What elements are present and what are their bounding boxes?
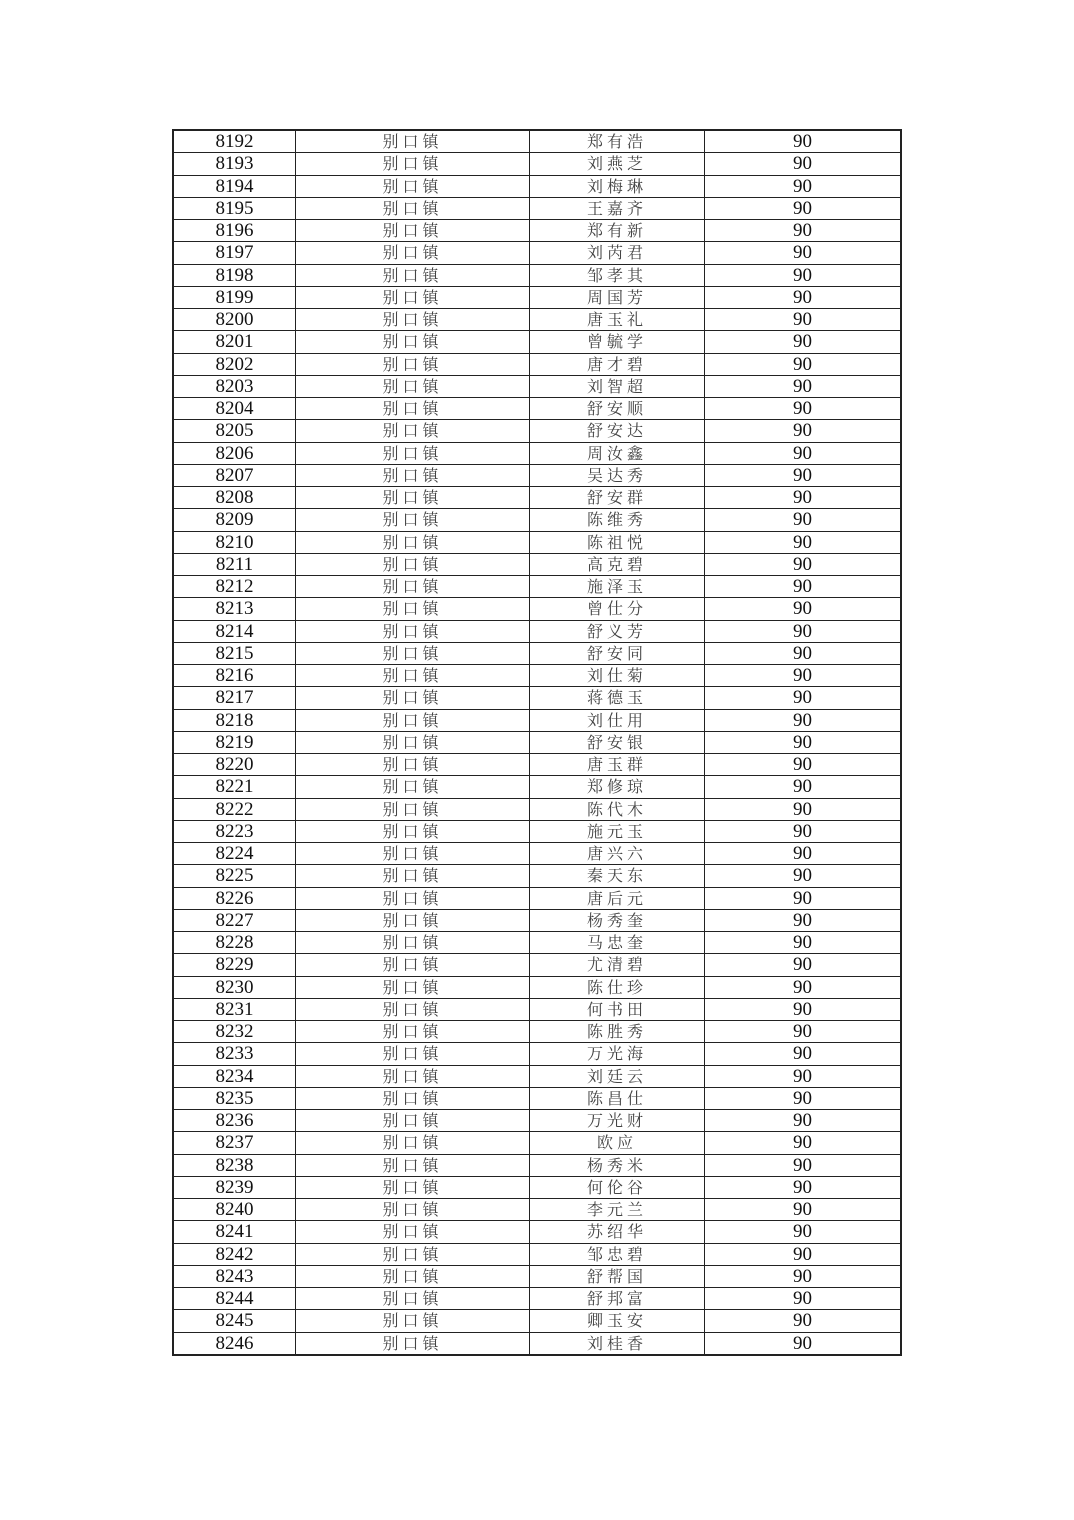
town-cell: 别口镇 bbox=[296, 509, 530, 531]
town-cell: 别口镇 bbox=[296, 1043, 530, 1065]
town-cell: 别口镇 bbox=[296, 531, 530, 553]
table-row bbox=[173, 1087, 901, 1109]
name-cell: 刘廷云 bbox=[530, 1065, 705, 1087]
amount-cell: 90 bbox=[705, 1132, 902, 1154]
amount-cell: 90 bbox=[705, 264, 902, 286]
name-cell: 舒邦富 bbox=[530, 1288, 705, 1310]
table-row bbox=[173, 1310, 901, 1332]
amount-cell: 90 bbox=[705, 153, 902, 175]
name-cell: 舒义芳 bbox=[530, 620, 705, 642]
row-number-cell: 8196 bbox=[173, 220, 296, 242]
amount-cell: 90 bbox=[705, 1265, 902, 1287]
amount-cell: 90 bbox=[705, 1154, 902, 1176]
row-number-cell: 8231 bbox=[173, 998, 296, 1020]
row-number-cell: 8221 bbox=[173, 776, 296, 798]
table-row bbox=[173, 1199, 901, 1221]
town-cell: 别口镇 bbox=[296, 665, 530, 687]
name-cell: 周国芳 bbox=[530, 286, 705, 308]
town-cell: 别口镇 bbox=[296, 754, 530, 776]
table-row bbox=[173, 776, 901, 798]
name-cell: 唐玉礼 bbox=[530, 309, 705, 331]
row-number-cell: 8233 bbox=[173, 1043, 296, 1065]
table-row bbox=[173, 242, 901, 264]
name-cell: 杨秀奎 bbox=[530, 909, 705, 931]
name-cell: 刘仕菊 bbox=[530, 665, 705, 687]
town-cell: 别口镇 bbox=[296, 954, 530, 976]
row-number-cell: 8226 bbox=[173, 887, 296, 909]
table-row bbox=[173, 1243, 901, 1265]
row-number-cell: 8210 bbox=[173, 531, 296, 553]
amount-cell: 90 bbox=[705, 887, 902, 909]
name-cell: 舒安群 bbox=[530, 487, 705, 509]
name-cell: 舒帮国 bbox=[530, 1265, 705, 1287]
row-number-cell: 8229 bbox=[173, 954, 296, 976]
table-row bbox=[173, 464, 901, 486]
name-cell: 陈代木 bbox=[530, 798, 705, 820]
name-cell: 吴达秀 bbox=[530, 464, 705, 486]
town-cell: 别口镇 bbox=[296, 130, 530, 153]
table-row bbox=[173, 1110, 901, 1132]
row-number-cell: 8240 bbox=[173, 1199, 296, 1221]
town-cell: 别口镇 bbox=[296, 798, 530, 820]
town-cell: 别口镇 bbox=[296, 598, 530, 620]
table-row bbox=[173, 665, 901, 687]
town-cell: 别口镇 bbox=[296, 375, 530, 397]
name-cell: 邹孝其 bbox=[530, 264, 705, 286]
row-number-cell: 8204 bbox=[173, 398, 296, 420]
town-cell: 别口镇 bbox=[296, 309, 530, 331]
row-number-cell: 8219 bbox=[173, 731, 296, 753]
name-cell: 万光海 bbox=[530, 1043, 705, 1065]
amount-cell: 90 bbox=[705, 820, 902, 842]
table-row bbox=[173, 309, 901, 331]
town-cell: 别口镇 bbox=[296, 976, 530, 998]
row-number-cell: 8207 bbox=[173, 464, 296, 486]
row-number-cell: 8203 bbox=[173, 375, 296, 397]
row-number-cell: 8232 bbox=[173, 1021, 296, 1043]
name-cell: 何伦谷 bbox=[530, 1176, 705, 1198]
amount-cell: 90 bbox=[705, 442, 902, 464]
row-number-cell: 8217 bbox=[173, 687, 296, 709]
table-row bbox=[173, 687, 901, 709]
amount-cell: 90 bbox=[705, 598, 902, 620]
row-number-cell: 8238 bbox=[173, 1154, 296, 1176]
town-cell: 别口镇 bbox=[296, 1087, 530, 1109]
table-row bbox=[173, 353, 901, 375]
amount-cell: 90 bbox=[705, 976, 902, 998]
town-cell: 别口镇 bbox=[296, 1199, 530, 1221]
town-cell: 别口镇 bbox=[296, 1310, 530, 1332]
amount-cell: 90 bbox=[705, 1021, 902, 1043]
town-cell: 别口镇 bbox=[296, 1288, 530, 1310]
town-cell: 别口镇 bbox=[296, 909, 530, 931]
amount-cell: 90 bbox=[705, 998, 902, 1020]
row-number-cell: 8205 bbox=[173, 420, 296, 442]
amount-cell: 90 bbox=[705, 798, 902, 820]
amount-cell: 90 bbox=[705, 1176, 902, 1198]
name-cell: 唐后元 bbox=[530, 887, 705, 909]
table-row bbox=[173, 1265, 901, 1287]
amount-cell: 90 bbox=[705, 1332, 902, 1355]
table-row bbox=[173, 1176, 901, 1198]
amount-cell: 90 bbox=[705, 776, 902, 798]
table-row bbox=[173, 998, 901, 1020]
name-cell: 刘桂香 bbox=[530, 1332, 705, 1355]
name-cell: 刘梅琳 bbox=[530, 175, 705, 197]
town-cell: 别口镇 bbox=[296, 709, 530, 731]
row-number-cell: 8212 bbox=[173, 576, 296, 598]
amount-cell: 90 bbox=[705, 576, 902, 598]
row-number-cell: 8193 bbox=[173, 153, 296, 175]
amount-cell: 90 bbox=[705, 375, 902, 397]
row-number-cell: 8239 bbox=[173, 1176, 296, 1198]
table-row bbox=[173, 1132, 901, 1154]
name-cell: 施元玉 bbox=[530, 820, 705, 842]
town-cell: 别口镇 bbox=[296, 1332, 530, 1355]
table-row bbox=[173, 442, 901, 464]
table-row bbox=[173, 197, 901, 219]
table-row bbox=[173, 820, 901, 842]
name-cell: 舒安顺 bbox=[530, 398, 705, 420]
table-body bbox=[173, 130, 901, 1355]
table-row bbox=[173, 264, 901, 286]
table-row bbox=[173, 932, 901, 954]
name-cell: 陈仕珍 bbox=[530, 976, 705, 998]
amount-cell: 90 bbox=[705, 353, 902, 375]
amount-cell: 90 bbox=[705, 932, 902, 954]
amount-cell: 90 bbox=[705, 665, 902, 687]
row-number-cell: 8245 bbox=[173, 1310, 296, 1332]
table-row bbox=[173, 754, 901, 776]
table-row bbox=[173, 553, 901, 575]
table-row bbox=[173, 1332, 901, 1355]
town-cell: 别口镇 bbox=[296, 553, 530, 575]
town-cell: 别口镇 bbox=[296, 731, 530, 753]
amount-cell: 90 bbox=[705, 1199, 902, 1221]
name-cell: 陈胜秀 bbox=[530, 1021, 705, 1043]
name-cell: 何书田 bbox=[530, 998, 705, 1020]
row-number-cell: 8223 bbox=[173, 820, 296, 842]
town-cell: 别口镇 bbox=[296, 264, 530, 286]
row-number-cell: 8242 bbox=[173, 1243, 296, 1265]
name-cell: 舒安同 bbox=[530, 642, 705, 664]
amount-cell: 90 bbox=[705, 709, 902, 731]
town-cell: 别口镇 bbox=[296, 620, 530, 642]
name-cell: 苏绍华 bbox=[530, 1221, 705, 1243]
table-row bbox=[173, 1221, 901, 1243]
row-number-cell: 8244 bbox=[173, 1288, 296, 1310]
name-cell: 王嘉齐 bbox=[530, 197, 705, 219]
town-cell: 别口镇 bbox=[296, 1265, 530, 1287]
row-number-cell: 8227 bbox=[173, 909, 296, 931]
town-cell: 别口镇 bbox=[296, 331, 530, 353]
town-cell: 别口镇 bbox=[296, 353, 530, 375]
row-number-cell: 8246 bbox=[173, 1332, 296, 1355]
amount-cell: 90 bbox=[705, 954, 902, 976]
table-row bbox=[173, 954, 901, 976]
amount-cell: 90 bbox=[705, 687, 902, 709]
town-cell: 别口镇 bbox=[296, 1221, 530, 1243]
town-cell: 别口镇 bbox=[296, 175, 530, 197]
town-cell: 别口镇 bbox=[296, 843, 530, 865]
name-cell: 刘智超 bbox=[530, 375, 705, 397]
table-row bbox=[173, 843, 901, 865]
amount-cell: 90 bbox=[705, 865, 902, 887]
table-row bbox=[173, 642, 901, 664]
name-cell: 唐玉群 bbox=[530, 754, 705, 776]
table-row bbox=[173, 598, 901, 620]
name-cell: 郑修琼 bbox=[530, 776, 705, 798]
amount-cell: 90 bbox=[705, 642, 902, 664]
town-cell: 别口镇 bbox=[296, 153, 530, 175]
town-cell: 别口镇 bbox=[296, 1154, 530, 1176]
amount-cell: 90 bbox=[705, 754, 902, 776]
amount-cell: 90 bbox=[705, 1288, 902, 1310]
name-cell: 舒安达 bbox=[530, 420, 705, 442]
table-row bbox=[173, 798, 901, 820]
town-cell: 别口镇 bbox=[296, 932, 530, 954]
amount-cell: 90 bbox=[705, 1087, 902, 1109]
amount-cell: 90 bbox=[705, 1065, 902, 1087]
town-cell: 别口镇 bbox=[296, 420, 530, 442]
town-cell: 别口镇 bbox=[296, 687, 530, 709]
amount-cell: 90 bbox=[705, 1243, 902, 1265]
table-row bbox=[173, 375, 901, 397]
table-row bbox=[173, 220, 901, 242]
row-number-cell: 8220 bbox=[173, 754, 296, 776]
table-row bbox=[173, 331, 901, 353]
table-row bbox=[173, 130, 901, 153]
town-cell: 别口镇 bbox=[296, 576, 530, 598]
town-cell: 别口镇 bbox=[296, 887, 530, 909]
name-cell: 陈昌仕 bbox=[530, 1087, 705, 1109]
row-number-cell: 8234 bbox=[173, 1065, 296, 1087]
town-cell: 别口镇 bbox=[296, 487, 530, 509]
table-row bbox=[173, 1065, 901, 1087]
row-number-cell: 8215 bbox=[173, 642, 296, 664]
town-cell: 别口镇 bbox=[296, 1110, 530, 1132]
row-number-cell: 8197 bbox=[173, 242, 296, 264]
amount-cell: 90 bbox=[705, 130, 902, 153]
row-number-cell: 8206 bbox=[173, 442, 296, 464]
row-number-cell: 8202 bbox=[173, 353, 296, 375]
amount-cell: 90 bbox=[705, 420, 902, 442]
table-row bbox=[173, 576, 901, 598]
name-cell: 蒋德玉 bbox=[530, 687, 705, 709]
town-cell: 别口镇 bbox=[296, 865, 530, 887]
table-row bbox=[173, 531, 901, 553]
amount-cell: 90 bbox=[705, 309, 902, 331]
town-cell: 别口镇 bbox=[296, 197, 530, 219]
row-number-cell: 8201 bbox=[173, 331, 296, 353]
name-cell: 高克碧 bbox=[530, 553, 705, 575]
town-cell: 别口镇 bbox=[296, 286, 530, 308]
name-cell: 郑有浩 bbox=[530, 130, 705, 153]
name-cell: 舒安银 bbox=[530, 731, 705, 753]
row-number-cell: 8192 bbox=[173, 130, 296, 153]
name-cell: 卿玉安 bbox=[530, 1310, 705, 1332]
name-cell: 陈祖悦 bbox=[530, 531, 705, 553]
table-row bbox=[173, 420, 901, 442]
table-row bbox=[173, 887, 901, 909]
amount-cell: 90 bbox=[705, 242, 902, 264]
row-number-cell: 8230 bbox=[173, 976, 296, 998]
name-cell: 曾毓学 bbox=[530, 331, 705, 353]
amount-cell: 90 bbox=[705, 620, 902, 642]
name-cell: 刘仕用 bbox=[530, 709, 705, 731]
table-row bbox=[173, 153, 901, 175]
row-number-cell: 8218 bbox=[173, 709, 296, 731]
name-cell: 郑有新 bbox=[530, 220, 705, 242]
amount-cell: 90 bbox=[705, 1310, 902, 1332]
table-row bbox=[173, 175, 901, 197]
row-number-cell: 8236 bbox=[173, 1110, 296, 1132]
name-cell: 秦天东 bbox=[530, 865, 705, 887]
town-cell: 别口镇 bbox=[296, 1176, 530, 1198]
town-cell: 别口镇 bbox=[296, 464, 530, 486]
row-number-cell: 8213 bbox=[173, 598, 296, 620]
table-row bbox=[173, 1154, 901, 1176]
row-number-cell: 8208 bbox=[173, 487, 296, 509]
amount-cell: 90 bbox=[705, 487, 902, 509]
table-row bbox=[173, 976, 901, 998]
amount-cell: 90 bbox=[705, 398, 902, 420]
table-row bbox=[173, 1021, 901, 1043]
name-cell: 邹忠碧 bbox=[530, 1243, 705, 1265]
data-table bbox=[172, 129, 902, 1356]
town-cell: 别口镇 bbox=[296, 1243, 530, 1265]
name-cell: 刘芮君 bbox=[530, 242, 705, 264]
row-number-cell: 8237 bbox=[173, 1132, 296, 1154]
amount-cell: 90 bbox=[705, 531, 902, 553]
table-row bbox=[173, 909, 901, 931]
town-cell: 别口镇 bbox=[296, 398, 530, 420]
town-cell: 别口镇 bbox=[296, 242, 530, 264]
row-number-cell: 8228 bbox=[173, 932, 296, 954]
amount-cell: 90 bbox=[705, 175, 902, 197]
table-row bbox=[173, 398, 901, 420]
amount-cell: 90 bbox=[705, 220, 902, 242]
name-cell: 周汝鑫 bbox=[530, 442, 705, 464]
row-number-cell: 8222 bbox=[173, 798, 296, 820]
table-row bbox=[173, 709, 901, 731]
town-cell: 别口镇 bbox=[296, 220, 530, 242]
table-row bbox=[173, 865, 901, 887]
town-cell: 别口镇 bbox=[296, 1021, 530, 1043]
row-number-cell: 8243 bbox=[173, 1265, 296, 1287]
row-number-cell: 8224 bbox=[173, 843, 296, 865]
town-cell: 别口镇 bbox=[296, 1132, 530, 1154]
town-cell: 别口镇 bbox=[296, 642, 530, 664]
table-row bbox=[173, 286, 901, 308]
amount-cell: 90 bbox=[705, 286, 902, 308]
amount-cell: 90 bbox=[705, 843, 902, 865]
row-number-cell: 8198 bbox=[173, 264, 296, 286]
row-number-cell: 8241 bbox=[173, 1221, 296, 1243]
amount-cell: 90 bbox=[705, 197, 902, 219]
name-cell: 尤清碧 bbox=[530, 954, 705, 976]
amount-cell: 90 bbox=[705, 553, 902, 575]
town-cell: 别口镇 bbox=[296, 442, 530, 464]
table-row bbox=[173, 1043, 901, 1065]
name-cell: 施泽玉 bbox=[530, 576, 705, 598]
town-cell: 别口镇 bbox=[296, 820, 530, 842]
name-cell: 万光财 bbox=[530, 1110, 705, 1132]
row-number-cell: 8214 bbox=[173, 620, 296, 642]
amount-cell: 90 bbox=[705, 1043, 902, 1065]
name-cell: 杨秀米 bbox=[530, 1154, 705, 1176]
amount-cell: 90 bbox=[705, 1110, 902, 1132]
table-row bbox=[173, 1288, 901, 1310]
town-cell: 别口镇 bbox=[296, 998, 530, 1020]
row-number-cell: 8194 bbox=[173, 175, 296, 197]
table-row bbox=[173, 487, 901, 509]
row-number-cell: 8195 bbox=[173, 197, 296, 219]
row-number-cell: 8211 bbox=[173, 553, 296, 575]
name-cell: 刘燕芝 bbox=[530, 153, 705, 175]
row-number-cell: 8235 bbox=[173, 1087, 296, 1109]
name-cell: 欧应 bbox=[530, 1132, 705, 1154]
amount-cell: 90 bbox=[705, 464, 902, 486]
name-cell: 唐兴六 bbox=[530, 843, 705, 865]
row-number-cell: 8225 bbox=[173, 865, 296, 887]
row-number-cell: 8216 bbox=[173, 665, 296, 687]
row-number-cell: 8199 bbox=[173, 286, 296, 308]
row-number-cell: 8209 bbox=[173, 509, 296, 531]
table-row bbox=[173, 509, 901, 531]
amount-cell: 90 bbox=[705, 1221, 902, 1243]
name-cell: 李元兰 bbox=[530, 1199, 705, 1221]
amount-cell: 90 bbox=[705, 909, 902, 931]
town-cell: 别口镇 bbox=[296, 1065, 530, 1087]
name-cell: 陈维秀 bbox=[530, 509, 705, 531]
amount-cell: 90 bbox=[705, 731, 902, 753]
table-row bbox=[173, 620, 901, 642]
town-cell: 别口镇 bbox=[296, 776, 530, 798]
name-cell: 马忠奎 bbox=[530, 932, 705, 954]
name-cell: 唐才碧 bbox=[530, 353, 705, 375]
row-number-cell: 8200 bbox=[173, 309, 296, 331]
amount-cell: 90 bbox=[705, 331, 902, 353]
name-cell: 曾仕分 bbox=[530, 598, 705, 620]
amount-cell: 90 bbox=[705, 509, 902, 531]
table-row bbox=[173, 731, 901, 753]
